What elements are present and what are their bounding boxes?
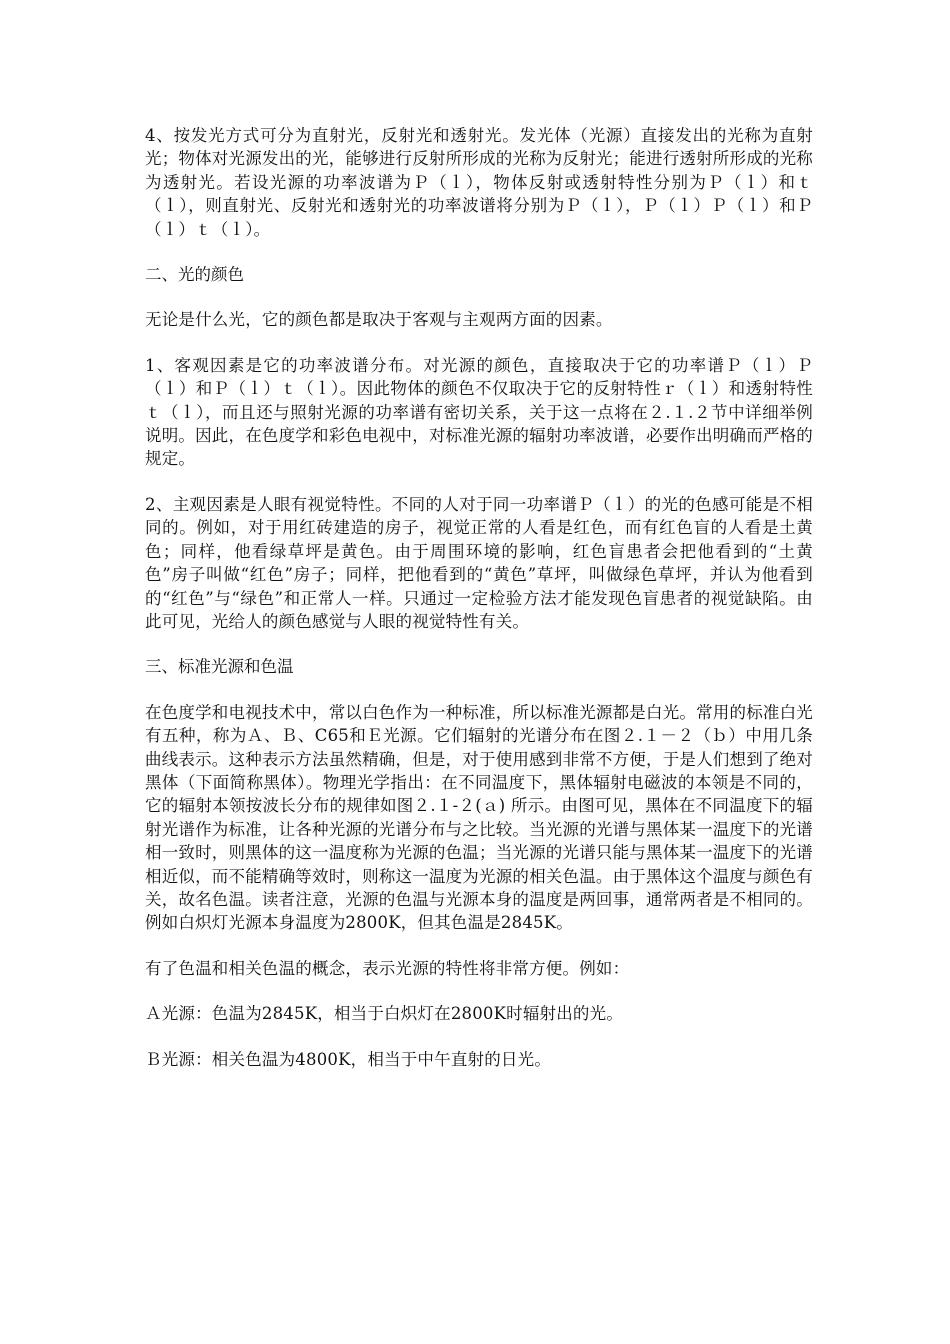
paragraph-color-temp-concept: 有了色温和相关色温的概念，表示光源的特性将非常方便。例如： (145, 958, 630, 978)
paragraph-emission-types: 4、按发光方式可分为直射光，反射光和透射光。发光体（光源）直接发出的光称为直射光；物体对光源发出的光，能够进行反射所形成的光称为反射光；能进行透射所形成的光称为透射光。若设光源的功率波谱为Ｐ（ｌ），物体反射或透射特性分别为Ｐ（ｌ）和ｔ（ｌ），则直射光、反射光和透射光的功率波谱将分别为Ｐ（ｌ），Ｐ（ｌ）Ｐ（ｌ）和Ｐ（ｌ）ｔ（ｌ）。 (145, 126, 813, 239)
paragraph-color-temperature: 在色度学和电视技术中，常以白色作为一种标准，所以标准光源都是白光。常用的标准白光有五种，称为Ａ、Ｂ、C65和Ｅ光源。它们辐射的光谱分布在图２.１－２（ｂ）中用几条曲线表示。这种表示方法虽然精确，但是，对于使用感到非常不方便，于是人们想到了绝对黑体（下面简称黑体）。物理光学指出：在不同温度下，黑体辐射电磁波的本领是不同的，它的辐射本领按波长分布的规律如图２.１-２(ａ) 所示。由图可见，黑体在不同温度下的辐射光谱作为标准，让各种光源的光谱分布与之比较。当光源的光谱与黑体某一温度下的光谱相一致时，则黑体的这一温度称为光源的色温；当光源的光谱只能与黑体某一温度下的光谱相近似，而不能精确等效时，则称这一温度为光源的相关色温。由于黑体这个温度与颜色有关，故名色温。读者注意，光源的色温与光源本身的温度是两回事，通常两者是不相同的。例如白炽灯光源本身温度为2800K，但其色温是2845K。 (145, 702, 813, 933)
paragraph-light-source-a: Ａ光源：色温为2845K，相当于白炽灯在2800K时辐射出的光。 (145, 1004, 624, 1024)
section-heading-light-color: 二、光的颜色 (145, 265, 244, 285)
document-page (145, 124, 813, 1093)
section-heading-standard-light: 三、标准光源和色温 (145, 657, 294, 677)
paragraph-objective-factor: 1、客观因素是它的功率波谱分布。对光源的颜色，直接取决于它的功率谱Ｐ（ｌ）Ｐ（ｌ）和Ｐ（ｌ）ｔ（ｌ）。因此物体的颜色不仅取决于它的反射特性ｒ（ｌ）和透射特性ｔ（ｌ），而且还与照射光源的功率谱有密切关系，关于这一点将在２.１.２节中详细举例说明。因此，在色度学和彩色电视中，对标准光源的辐射功率波谱，必要作出明确而严格的规定。 (145, 355, 813, 469)
paragraph-light-source-b: Ｂ光源：相关色温为4800K，相当于中午直射的日光。 (145, 1049, 552, 1069)
paragraph-subjective-factor: 2、主观因素是人眼有视觉特性。不同的人对于同一功率谱Ｐ（ｌ）的光的色感可能是不相同的。例如，对于用红砖建造的房子，视觉正常的人看是红色，而有红色盲的人看是土黄色；同样，他看绿草坪是黄色。由于周围环境的影响，红色盲患者会把他看到的“土黄色”房子叫做“红色”房子；同样，把他看到的“黄色”草坪，叫做绿色草坪，并认为他看到的“红色”与“绿色”和正常人一样。只通过一定检验方法才能发现色盲患者的视觉缺陷。由此可见，光给人的颜色感觉与人眼的视觉特性有关。 (145, 494, 813, 631)
paragraph-color-factors: 无论是什么光，它的颜色都是取决于客观与主观两方面的因素。 (145, 310, 613, 330)
